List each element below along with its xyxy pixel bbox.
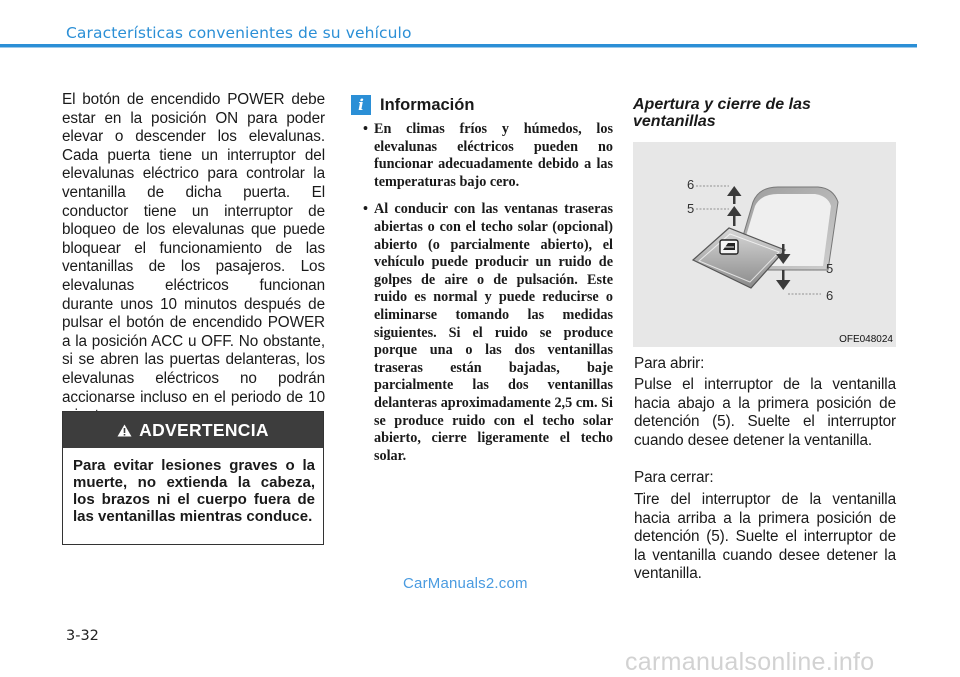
watermark: CarManuals2.com bbox=[403, 575, 528, 592]
warning-box bbox=[62, 411, 324, 545]
warning-triangle-icon bbox=[117, 424, 132, 437]
warning-title: ADVERTENCIA bbox=[139, 419, 269, 440]
open-text: Pulse el interruptor de la ventanilla hacia abajo a la primera posición de detención (5). Suelte el interruptor cuando desee detener la ventanilla. bbox=[634, 376, 896, 449]
info-title: Información bbox=[380, 95, 475, 114]
label-up-far: 6 bbox=[687, 177, 695, 192]
label-down-near: 5 bbox=[826, 261, 834, 276]
warning-text: Para evitar lesiones graves o la muerte, no extienda la cabeza, los brazos ni el cuerpo fuera de las ventanillas mientras conduce. bbox=[73, 457, 315, 525]
window-switch-illustration bbox=[633, 142, 896, 347]
info-list bbox=[363, 121, 613, 475]
label-down-far: 6 bbox=[826, 288, 834, 303]
site-mark: carmanualsonline.info bbox=[625, 648, 875, 676]
list-item: • Al conducir con las ventanas traseras abiertas o con el techo solar (opcional) abierto (o parcialmente abierto), el vehículo puede producir un ruido de golpes de aire o de pulsación. Este ruido es normal y puede reducirse o eliminarse tomando las medidas siguientes. Si el ruido se produce porque una o las dos ventanillas traseras están bajadas, baje parcialmente las dos ventanillas delanteras aproximadamente 2,5 cm. Si se produce ruido con el techo solar abierto, cierre ligeramente el techo solar. bbox=[363, 201, 613, 465]
section-heading: Apertura y cierre de las ventanillas bbox=[633, 96, 811, 130]
figure-code: OFE048024 bbox=[839, 334, 893, 345]
info-heading bbox=[351, 95, 474, 115]
close-text: Tire del interruptor de la ventanilla hacia arriba a la primera posición de detención (5). Suelte el interruptor de la ventanilla cuando desee detener la ventanilla. bbox=[634, 491, 896, 583]
page-number: 3-32 bbox=[66, 628, 99, 644]
info-icon: i bbox=[351, 95, 371, 115]
intro-paragraph: El botón de encendido POWER debe estar en la posición ON para poder elevar o descender los elevalunas. Cada puerta tiene un interruptor del elevalunas eléctrico para controlar la ventanilla de dicha puerta. El conductor tiene un interruptor de bloqueo de los elevalunas que puede bloquear el funcionamiento de las ventanillas de los pasajeros. Los elevalunas eléctricos funcionan durante unos 10 minutos después de pulsar el botón de encendido POWER a la posición ACC u OFF. No obstante, si se abren las puertas delanteras, los elevalunas eléctricos no podrán accionarse incluso en el periodo de 10 bbox=[62, 91, 325, 406]
open-label: Para abrir: bbox=[634, 355, 705, 372]
window-switch-figure bbox=[633, 142, 896, 347]
warning-header bbox=[63, 412, 323, 448]
close-label: Para cerrar: bbox=[634, 469, 714, 486]
header-rule-thin bbox=[0, 47, 917, 48]
label-up-near: 5 bbox=[687, 201, 695, 216]
list-item: • En climas fríos y húmedos, los elevalunas eléctricos pueden no funcionar adecuadamente debido a las temperaturas bajo cero. bbox=[363, 121, 613, 191]
section-title: Características convenientes de su vehículo bbox=[66, 24, 412, 42]
